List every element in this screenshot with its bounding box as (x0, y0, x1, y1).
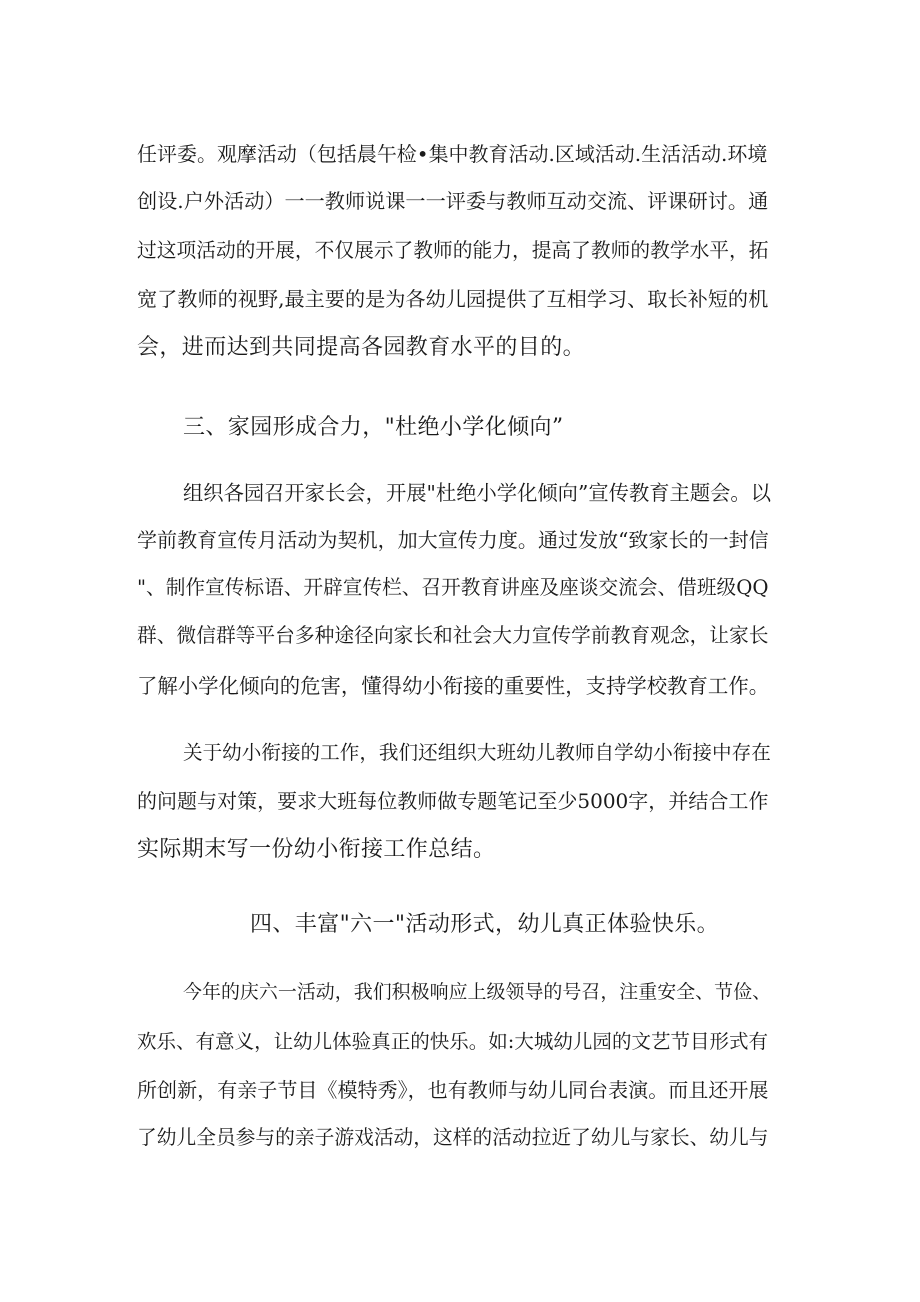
paragraph-line: 组织各园召开家长会，开展"杜绝小学化倾向”宣传教育主题会。以 (183, 481, 772, 505)
paragraph-line: 学前教育宣传月活动为契机，加大宣传力度。通过发放“致家长的一封信 (137, 528, 769, 552)
paragraph-line: "、制作宣传标语、开辟宣传栏、召开教育讲座及座谈交流会、借班级QQ (137, 576, 769, 599)
paragraph-line: 创设.户外活动）一一教师说课一一评委与教师互动交流、评课研讨。通 (137, 189, 769, 213)
paragraph-line: 所创新，有亲子节目《模特秀》，也有教师与幼儿同台表演。而且还开展 (137, 1078, 769, 1102)
paragraph-line: 实际期末写一份幼小衔接工作总结。 (137, 837, 496, 862)
paragraph-line: 会，进而达到共同提高各园教育水平的目的。 (137, 335, 586, 360)
paragraph-line: 今年的庆六一活动，我们积极响应上级领导的号召，注重安全、节俭、 (183, 981, 772, 1003)
paragraph-line: 过这项活动的开展，不仅展示了教师的能力，提高了教师的教学水平，拓 (137, 239, 769, 262)
paragraph-line: 了幼儿全员参与的亲子游戏活动，这样的活动拉近了幼儿与家长、幼儿与 (137, 1126, 769, 1149)
section-heading-4: 四、丰富"六一"活动形式，幼儿真正体验快乐。 (250, 912, 720, 937)
paragraph-line: 群、微信群等平台多种途径向家长和社会大力宣传学前教育观念，让家长 (137, 624, 769, 647)
paragraph-line: 关于幼小衔接的工作，我们还组织大班幼儿教师自学幼小衔接中存在 (183, 741, 771, 764)
paragraph-line: 了解小学化倾向的危害，懂得幼小衔接的重要性，支持学校教育工作。 (137, 674, 770, 698)
section-heading-3: 三、家园形成合力，"杜绝小学化倾向” (183, 415, 564, 440)
paragraph-line: 欢乐、有意义，让幼儿体验真正的快乐。如:大城幼儿园的文艺节目形式有 (137, 1030, 769, 1053)
paragraph-line: 任评委。观摩活动（包括晨午检•集中教育活动.区域活动.生活活动.环境 (137, 142, 768, 166)
paragraph-line: 的问题与对策，要求大班每位教师做专题笔记至少5000字，并结合工作 (137, 789, 769, 813)
paragraph-line: 宽了教师的视野,最主要的是为各幼儿园提供了互相学习、取长补短的机 (137, 287, 769, 311)
